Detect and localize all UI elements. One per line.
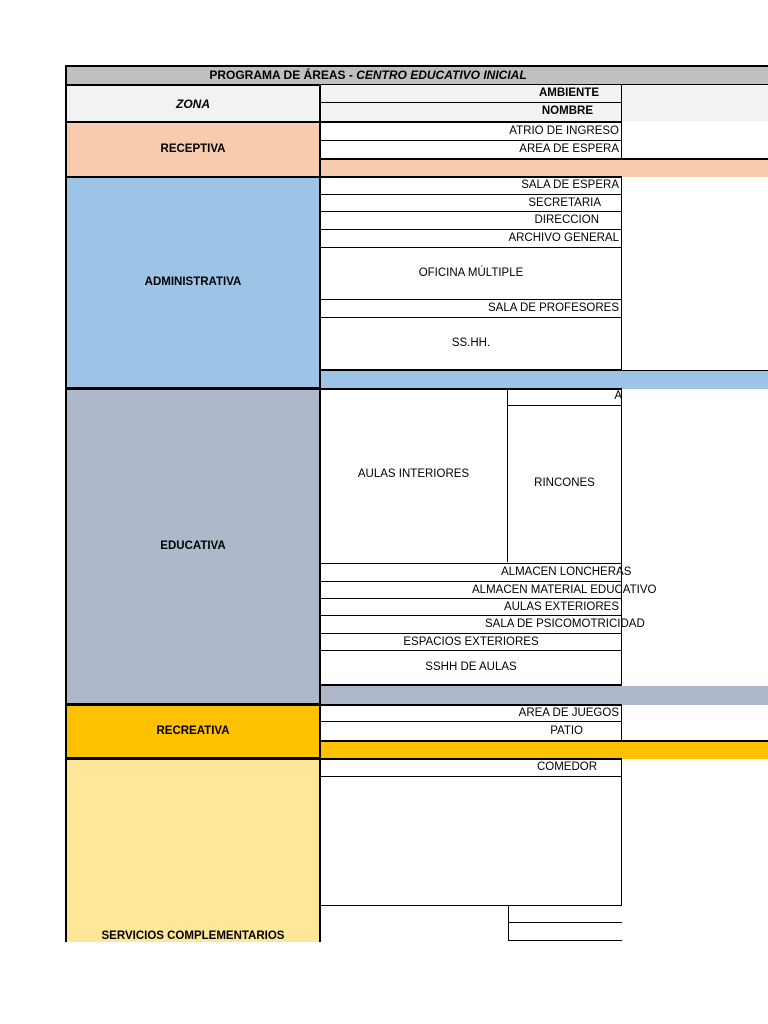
rincones: [508, 406, 622, 562]
row-comedor-label: COMEDOR: [536, 761, 597, 774]
row-patio: [320, 721, 622, 741]
row-almacen-lonchera: [320, 563, 632, 581]
zone-recreativa: [65, 704, 321, 759]
row-almacen-material-label: ALMACEN MATERIAL EDUCATIVO: [472, 583, 657, 596]
page-title: [65, 66, 671, 84]
zone-servicios-label: [65, 928, 321, 946]
row-sala-psicomotricidad: [320, 615, 645, 633]
row-sshh-aulas-label: SSHH DE AULAS: [425, 660, 517, 673]
zona-header-cell: [65, 85, 321, 123]
row-sala-psicomotricidad-label: SALA DE PSICOMOTRICIDAD: [485, 617, 645, 630]
row-archivo: [320, 229, 622, 247]
nombre-label: NOMBRE: [541, 105, 593, 118]
row-direccion-label: DIRECCION: [534, 213, 599, 226]
row-servicios-blank-1: [320, 776, 622, 906]
row-almacen-lonchera-label: ALMACEN LONCHERAS: [501, 565, 632, 578]
row-sshh-aulas: [320, 650, 622, 686]
title-italic: CENTRO EDUCATIVO INICIAL: [356, 68, 527, 82]
zone-administrativa-label: ADMINISTRATIVA: [144, 275, 242, 288]
row-servicios-blank-3: [508, 923, 622, 941]
aulas-sub-a-label: A: [614, 389, 622, 402]
row-atrio: [320, 121, 622, 140]
subtotal-educativa: [320, 686, 768, 705]
ambiente-label: AMBIENTE: [538, 86, 599, 99]
row-area-espera-label: AREA DE ESPERA: [519, 143, 619, 156]
row-patio-label: PATIO: [550, 724, 583, 737]
row-sshh-label: SS.HH.: [451, 336, 491, 349]
row-sala-espera: [320, 176, 622, 194]
row-direccion: [320, 211, 622, 229]
zone-receptiva-label: RECEPTIVA: [160, 142, 226, 155]
row-espacios-exteriores-label: ESPACIOS EXTERIORES: [403, 635, 539, 648]
aulas-interiores-label: AULAS INTERIORES: [357, 468, 470, 481]
row-area-juegos-label: AREA DE JUEGOS: [518, 707, 619, 720]
nombre-header: [320, 103, 622, 121]
subtotal-administrativa: [320, 370, 768, 389]
zone-educativa: [65, 388, 321, 705]
row-espacios-exteriores: [320, 633, 622, 651]
aulas-sub-a: [508, 388, 622, 406]
row-atrio-label: ATRIO DE INGRESO: [509, 124, 619, 137]
row-oficina-label: OFICINA MÚLTIPLE: [418, 266, 524, 279]
title-main: PROGRAMA DE ÁREAS -: [209, 68, 357, 82]
row-oficina: [320, 247, 622, 299]
zone-recreativa-label: RECREATIVA: [156, 724, 230, 737]
row-secretaria-label: SECRETARIA: [528, 196, 601, 209]
row-sala-profesores: [320, 299, 622, 317]
row-area-espera: [320, 140, 622, 159]
row-servicios-blank-2: [508, 906, 622, 923]
ambiente-header: [320, 85, 622, 103]
row-aulas-exteriores: [320, 598, 622, 616]
row-archivo-label: ARCHIVO GENERAL: [508, 231, 619, 244]
row-almacen-material: [320, 581, 657, 599]
row-comedor: [320, 758, 622, 776]
subtotal-receptiva: [320, 158, 768, 177]
subtotal-recreativa: [320, 740, 768, 759]
row-sala-profesores-label: SALA DE PROFESORES: [487, 301, 619, 314]
rincones-label: RINCONES: [534, 477, 595, 490]
zone-receptiva: [65, 121, 321, 178]
zona-header-label: ZONA: [176, 96, 210, 111]
row-aulas-exteriores-label: AULAS EXTERIORES: [503, 600, 619, 613]
zone-servicios: [65, 758, 321, 942]
aulas-interiores: [320, 388, 508, 562]
zone-administrativa: [65, 176, 321, 389]
zone-educativa-label: EDUCATIVA: [160, 539, 226, 552]
title-divider: [620, 67, 621, 84]
zone-servicios-text: SERVICIOS COMPLEMENTARIOS: [101, 930, 285, 943]
row-secretaria: [320, 194, 622, 212]
row-area-juegos: [320, 704, 622, 722]
row-sala-espera-label: SALA DE ESPERA: [521, 179, 619, 192]
row-sshh: [320, 317, 622, 370]
